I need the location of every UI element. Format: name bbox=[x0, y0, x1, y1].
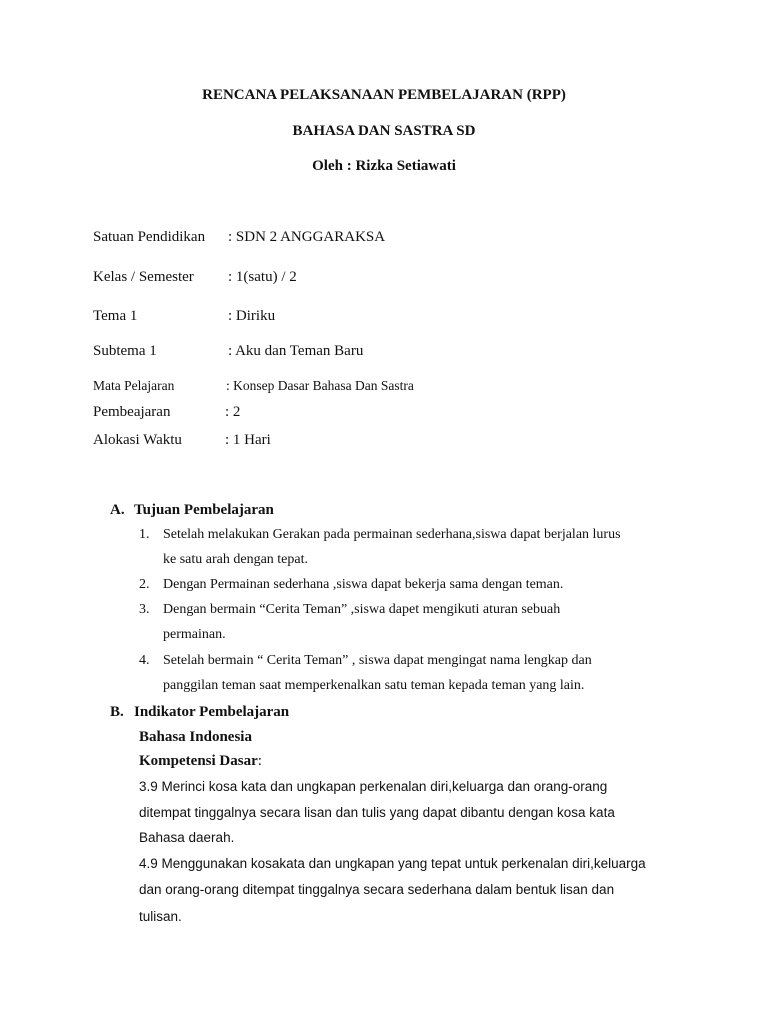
kd-text-line: tulisan. bbox=[139, 909, 182, 924]
list-number: 2. bbox=[139, 577, 150, 592]
info-value: : 2 bbox=[225, 404, 241, 420]
info-value: : Konsep Dasar Bahasa Dan Sastra bbox=[226, 378, 414, 393]
section-letter: A. bbox=[110, 502, 125, 518]
info-label: Mata Pelajaran bbox=[93, 378, 175, 393]
info-label: Satuan Pendidikan bbox=[93, 229, 206, 245]
info-label: Subtema 1 bbox=[93, 343, 157, 359]
section-title: Tujuan Pembelajaran bbox=[134, 502, 274, 518]
info-value: : Diriku bbox=[228, 308, 276, 324]
kd-heading bbox=[139, 753, 262, 770]
section-b-heading bbox=[110, 704, 289, 721]
info-label: Pembeajaran bbox=[93, 404, 171, 420]
section-a-heading bbox=[110, 502, 274, 519]
list-item-text: permainan. bbox=[163, 627, 226, 642]
kd-text-line: 4.9 Menggunakan kosakata dan ungkapan yang tepat untuk perkenalan diri,keluarga bbox=[139, 856, 646, 871]
info-label: Kelas / Semester bbox=[93, 269, 194, 285]
info-value: : Aku dan Teman Baru bbox=[228, 343, 364, 359]
info-value: : SDN 2 ANGGARAKSA bbox=[228, 229, 386, 245]
info-value: : 1(satu) / 2 bbox=[228, 269, 297, 285]
kd-colon: : bbox=[257, 753, 262, 769]
kd-text-line: dan orang-orang ditempat tinggalnya secara sederhana dalam bentuk lisan dan bbox=[139, 882, 615, 897]
list-item-text: Dengan bermain “Cerita Teman” ,siswa dapet mengikuti aturan sebuah bbox=[163, 602, 561, 617]
info-label: Alokasi Waktu bbox=[93, 432, 182, 448]
list-item-text: Setelah bermain “ Cerita Teman” , siswa dapat mengingat nama lengkap dan bbox=[163, 653, 592, 668]
list-item-text: ke satu arah dengan tepat. bbox=[163, 552, 308, 567]
section-title: Indikator Pembelajaran bbox=[134, 704, 290, 720]
list-item-text: Dengan Permainan sederhana ,siswa dapat bekerja sama dengan teman. bbox=[163, 577, 564, 592]
list-item-text: panggilan teman saat memperkenalkan satu teman kepada teman yang lain. bbox=[163, 678, 585, 693]
list-number: 3. bbox=[139, 602, 150, 617]
document-title: RENCANA PELAKSANAAN PEMBELAJARAN (RPP) bbox=[202, 87, 566, 103]
kd-label: Kompetensi Dasar bbox=[139, 753, 258, 769]
list-number: 1. bbox=[139, 527, 150, 542]
kd-text-line: ditempat tinggalnya secara lisan dan tulis yang dapat dibantu dengan kosa kata bbox=[139, 805, 615, 820]
subject-heading: Bahasa Indonesia bbox=[139, 729, 252, 745]
list-item-text: Setelah melakukan Gerakan pada permainan sederhana,siswa dapat berjalan lurus bbox=[163, 527, 621, 542]
list-number: 4. bbox=[139, 653, 150, 668]
document-author: Oleh : Rizka Setiawati bbox=[312, 158, 456, 174]
kd-text-line: 3.9 Merinci kosa kata dan ungkapan perkenalan diri,keluarga dan orang-orang bbox=[139, 779, 608, 794]
info-value: : 1 Hari bbox=[225, 432, 271, 448]
section-letter: B. bbox=[110, 704, 124, 720]
document-subtitle: BAHASA DAN SASTRA SD bbox=[292, 123, 476, 139]
kd-text-line: Bahasa daerah. bbox=[139, 830, 235, 845]
info-label: Tema 1 bbox=[93, 308, 138, 324]
